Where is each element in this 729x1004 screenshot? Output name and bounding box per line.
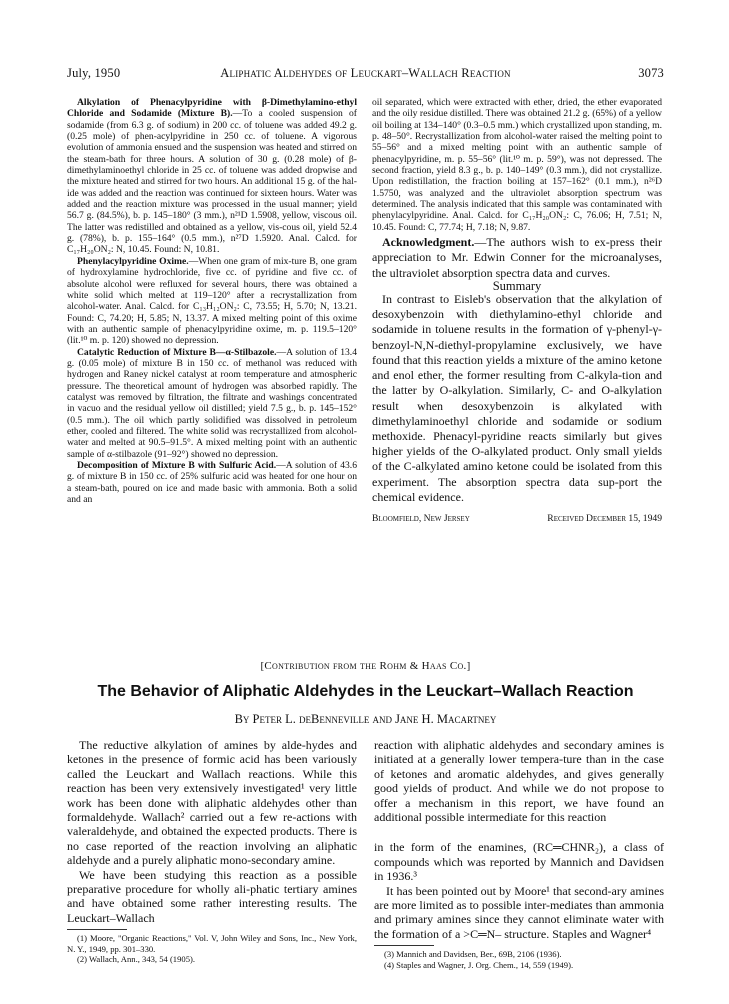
paragraph-text: —A solution of 13.4 g. (0.05 mole) of mixture B in 150 cc. of methanol was reduced with hydrogen and Raney nickel catalyst at room temperature and atmospheric pressure. The theoretical amount of hydrogen was absorbed rapidly. The catalyst was removed by filtration, the filtrate and washings concentrated in vacuo and the residual yellow oil distilled; yield 7.5 g., b. p. 145–152° (0.5 mm.). The oil which partly solidified was dissolved in petroleum ether, cooled and filtered. The white solid was recrystallized from alcohol-water and melted at 90.5–91.5°. A mixed melting point with an authentic sample of α-stilbazole (91–92°) showed no depression. bbox=[67, 346, 358, 460]
acknowledgment-text: —The authors wish to ex-press their appreciation to Mr. Edwin Conner for the microanalyses, the ultraviolet absorption spectra data and curves. bbox=[372, 235, 662, 280]
running-head bbox=[67, 66, 664, 84]
paragraph-text: —To a cooled suspension of sodamide (from 6.3 g. of sodium) in 200 cc. of toluene was added 49.2 g. (0.25 mole) of phen-acylpyridine in 250 cc. of toluene. A vigorous evolution of ammonia ensued and the suspension was heated and stirred on the steam-bath for three hours. A solution of 30 g. (0.28 mole) of β-dimethylaminoethyl chloride in 25 cc. of toluene was added dropwise and the mixture heated and stirred for two hours. An additional 15 g. of the hal-ide was added and the reaction was continued for sixteen hours. Water was added and the reaction mixture was processed in the usual manner; yield 56.7 g. (84.5%), b. p. 145–180° (3 mm.), n²¹D 1.5908, yellow, viscous oil. The latter was redistilled and obtained as a yellow, vis-cous oil, yield 52.4 g. (78%), b. p. 155–164° (0.5 mm.), n²⁷D 1.5920. Anal. Calcd. for C₁₇H₂₀ON₂: N, 10.45. Found: N, 10.81. bbox=[67, 108, 358, 256]
footnote-divider bbox=[67, 929, 127, 930]
experimental-paragraph bbox=[67, 347, 357, 460]
body-paragraph: It has been pointed out by Moore¹ that second-ary amines are more limited as to possible inter-mediates than ammonia and primary amines since they cannot eliminate water with the formation of a >C═N– structure. Staples and Wagner⁴ bbox=[374, 883, 664, 941]
body-paragraph: We have been studying this reaction as a possible preparative procedure for wholly ali-phatic tertiary amines and have obtained some rather interesting results. The Leuckart–Wallach bbox=[67, 867, 357, 925]
footnote: (4) Staples and Wagner, J. Org. Chem., 14, 559 (1949). bbox=[384, 959, 574, 970]
affiliation-line bbox=[372, 513, 662, 524]
article-title: The Behavior of Aliphatic Aldehydes in the Leuckart–Wallach Reaction bbox=[97, 683, 634, 700]
footnote: (2) Wallach, Ann., 343, 54 (1905). bbox=[77, 954, 196, 965]
article-right-column bbox=[374, 738, 664, 970]
prev-article-left-column bbox=[67, 97, 357, 505]
experimental-paragraph bbox=[67, 97, 357, 256]
byline: By Peter L. deBenneville and Jane H. Macartney bbox=[234, 712, 497, 726]
experimental-paragraph bbox=[67, 256, 357, 347]
prev-article-right-column bbox=[372, 97, 662, 524]
footnote: (3) Mannich and Davidsen, Ber., 69B, 2106 (1936). bbox=[384, 949, 562, 960]
contribution-line: [Contribution from the Rohm & Haas Co.] bbox=[260, 660, 471, 672]
paragraph-text: —When one gram of mix-ture B, one gram of hydroxylamine hydrochloride, five cc. of pyridine and five cc. of absolute alcohol were refluxed for several hours, there was obtained a white solid which melted at 119–120° after a recrystallization from alcohol-water. Anal. Calcd. for C₁₃H₁₂ON₂: C, 73.55; H, 5.70; N, 13.21. Found: C, 74.20; H, 5.85; N, 13.37. A mixed melting point of this oxime with an authentic sample of phenacylpyridine oxime, m. p. 119.5–120° (lit.¹⁰ m. p. 120) showed no depression. bbox=[67, 255, 357, 347]
formula-space bbox=[374, 824, 664, 840]
subsection-heading: Decomposition of Mixture B with Sulfuric Acid. bbox=[77, 460, 277, 471]
received-date: Received December 15, 1949 bbox=[547, 512, 662, 524]
header-title: Aliphatic Aldehydes of Leuckart–Wallach Reaction bbox=[220, 66, 511, 80]
subsection-heading: Catalytic Reduction of Mixture B—α-Stilbazole. bbox=[77, 346, 277, 358]
page-number: 3073 bbox=[638, 66, 664, 80]
acknowledgment bbox=[372, 235, 662, 281]
header-date: July, 1950 bbox=[67, 66, 121, 80]
body-paragraph: in the form of the enamines, (RC═CHNR₂), a class of compounds which was reported by Mannich and Davidsen in 1936.³ bbox=[374, 840, 664, 884]
body-paragraph: The reductive alkylation of amines by alde-hydes and ketones in the presence of formic acid has been variously called the Leuckart and Wallach reactions. While this reaction has been very extensively investigated¹ very little work has been done with aliphatic aldehydes other than formaldehyde. Wallach² carried out a few re-actions with valeraldehyde, and obtained the expected products. There is no case reported of the reaction involving an aliphatic aldehyde and a purely aliphatic mono-secondary amine. bbox=[67, 738, 357, 868]
summary-heading: Summary bbox=[492, 278, 542, 293]
subsection-heading: Alkylation of Phenacylpyridine with β-Dimethylamino-ethyl Chloride and Sodamide (Mixture B). bbox=[67, 97, 357, 120]
continuation-paragraph: oil separated, which were extracted with ether, dried, the ether evaporated and the oily residue distilled. There was obtained 21.2 g. (65%) of a yellow oil boiling at 134–140° (0.3–0.5 mm.) which crystallized upon standing, m. p. 48–50°. Recrystallization from alcohol-water raised the melting point to 55–56° and a mixed melting point with an authentic sample of phenacylpyridine, m. p. 55–56° (lit.¹⁰ m. p. 59°), was not depressed. The second fraction, yield 8.3 g., b. p. 140–149° (0.3 mm.), did not crystallize. Upon redistillation, the fraction boiling at 157–162° (0.1 mm.), n²⁶D 1.5750, was analyzed and the ultraviolet absorption spectrum was determined. The analysis indicated that this sample was contaminated with phenylacylpyridine. Anal. Calcd. for C₁₇H₂₀ON₂: C, 76.06; H, 7.51; N, 10.45. Found: C, 77.74; H, 7.18; N, 9.87. bbox=[372, 97, 662, 233]
footnote: (1) Moore, "Organic Reactions," Vol. V, John Wiley and Sons, Inc., New York, N. Y., 1949, pp. 301–330. bbox=[67, 933, 357, 954]
location: Bloomfield, New Jersey bbox=[372, 512, 470, 524]
paragraph-text: —A solution of 43.6 g. of mixture B in 150 cc. of 25% sulfuric acid was heated for one hour on a steam-bath, poured on ice and made basic with ammonia. Both a solid and an bbox=[67, 460, 357, 506]
summary-text: In contrast to Eisleb's observation that the alkylation of desoxybenzoin with diethylamino-ethyl chloride and sodamide in toluene results in the formation of γ-phenyl-γ-benzoyl-N,N-diethyl-propylamine exclusively, we have found that this reaction yields a mixture of the amino ketone and enol ether, the former resulting from C-alkyla-tion and the latter by O-alkylation. Similarly, C- and O-alkylation result when desoxybenzoin is alkylated with dimethylaminoethyl chloride and sodamide or sodium methoxide. Phenacyl-pyridine reacts similarly but gives higher yields of the O-alkylated product. Only small yields of the C-alkylated amino ketone could be isolated from this experiment. The absorption spectra data sup-port the chemical evidence. bbox=[372, 292, 662, 504]
footnote-divider bbox=[374, 945, 434, 946]
acknowledgment-heading: Acknowledgment. bbox=[382, 235, 475, 250]
body-paragraph: reaction with aliphatic aldehydes and secondary amines is initiated at a generally lower tempera-ture than in the case of ketones and aromatic aldehydes, and gives generally good yields of product. And while we do not propose to offer a mechanism in this report, we have found an additional possible intermediate for this reaction bbox=[374, 738, 664, 825]
subsection-heading: Phenylacylpyridine Oxime. bbox=[77, 255, 189, 267]
experimental-paragraph bbox=[67, 460, 357, 505]
article-left-column bbox=[67, 738, 357, 965]
